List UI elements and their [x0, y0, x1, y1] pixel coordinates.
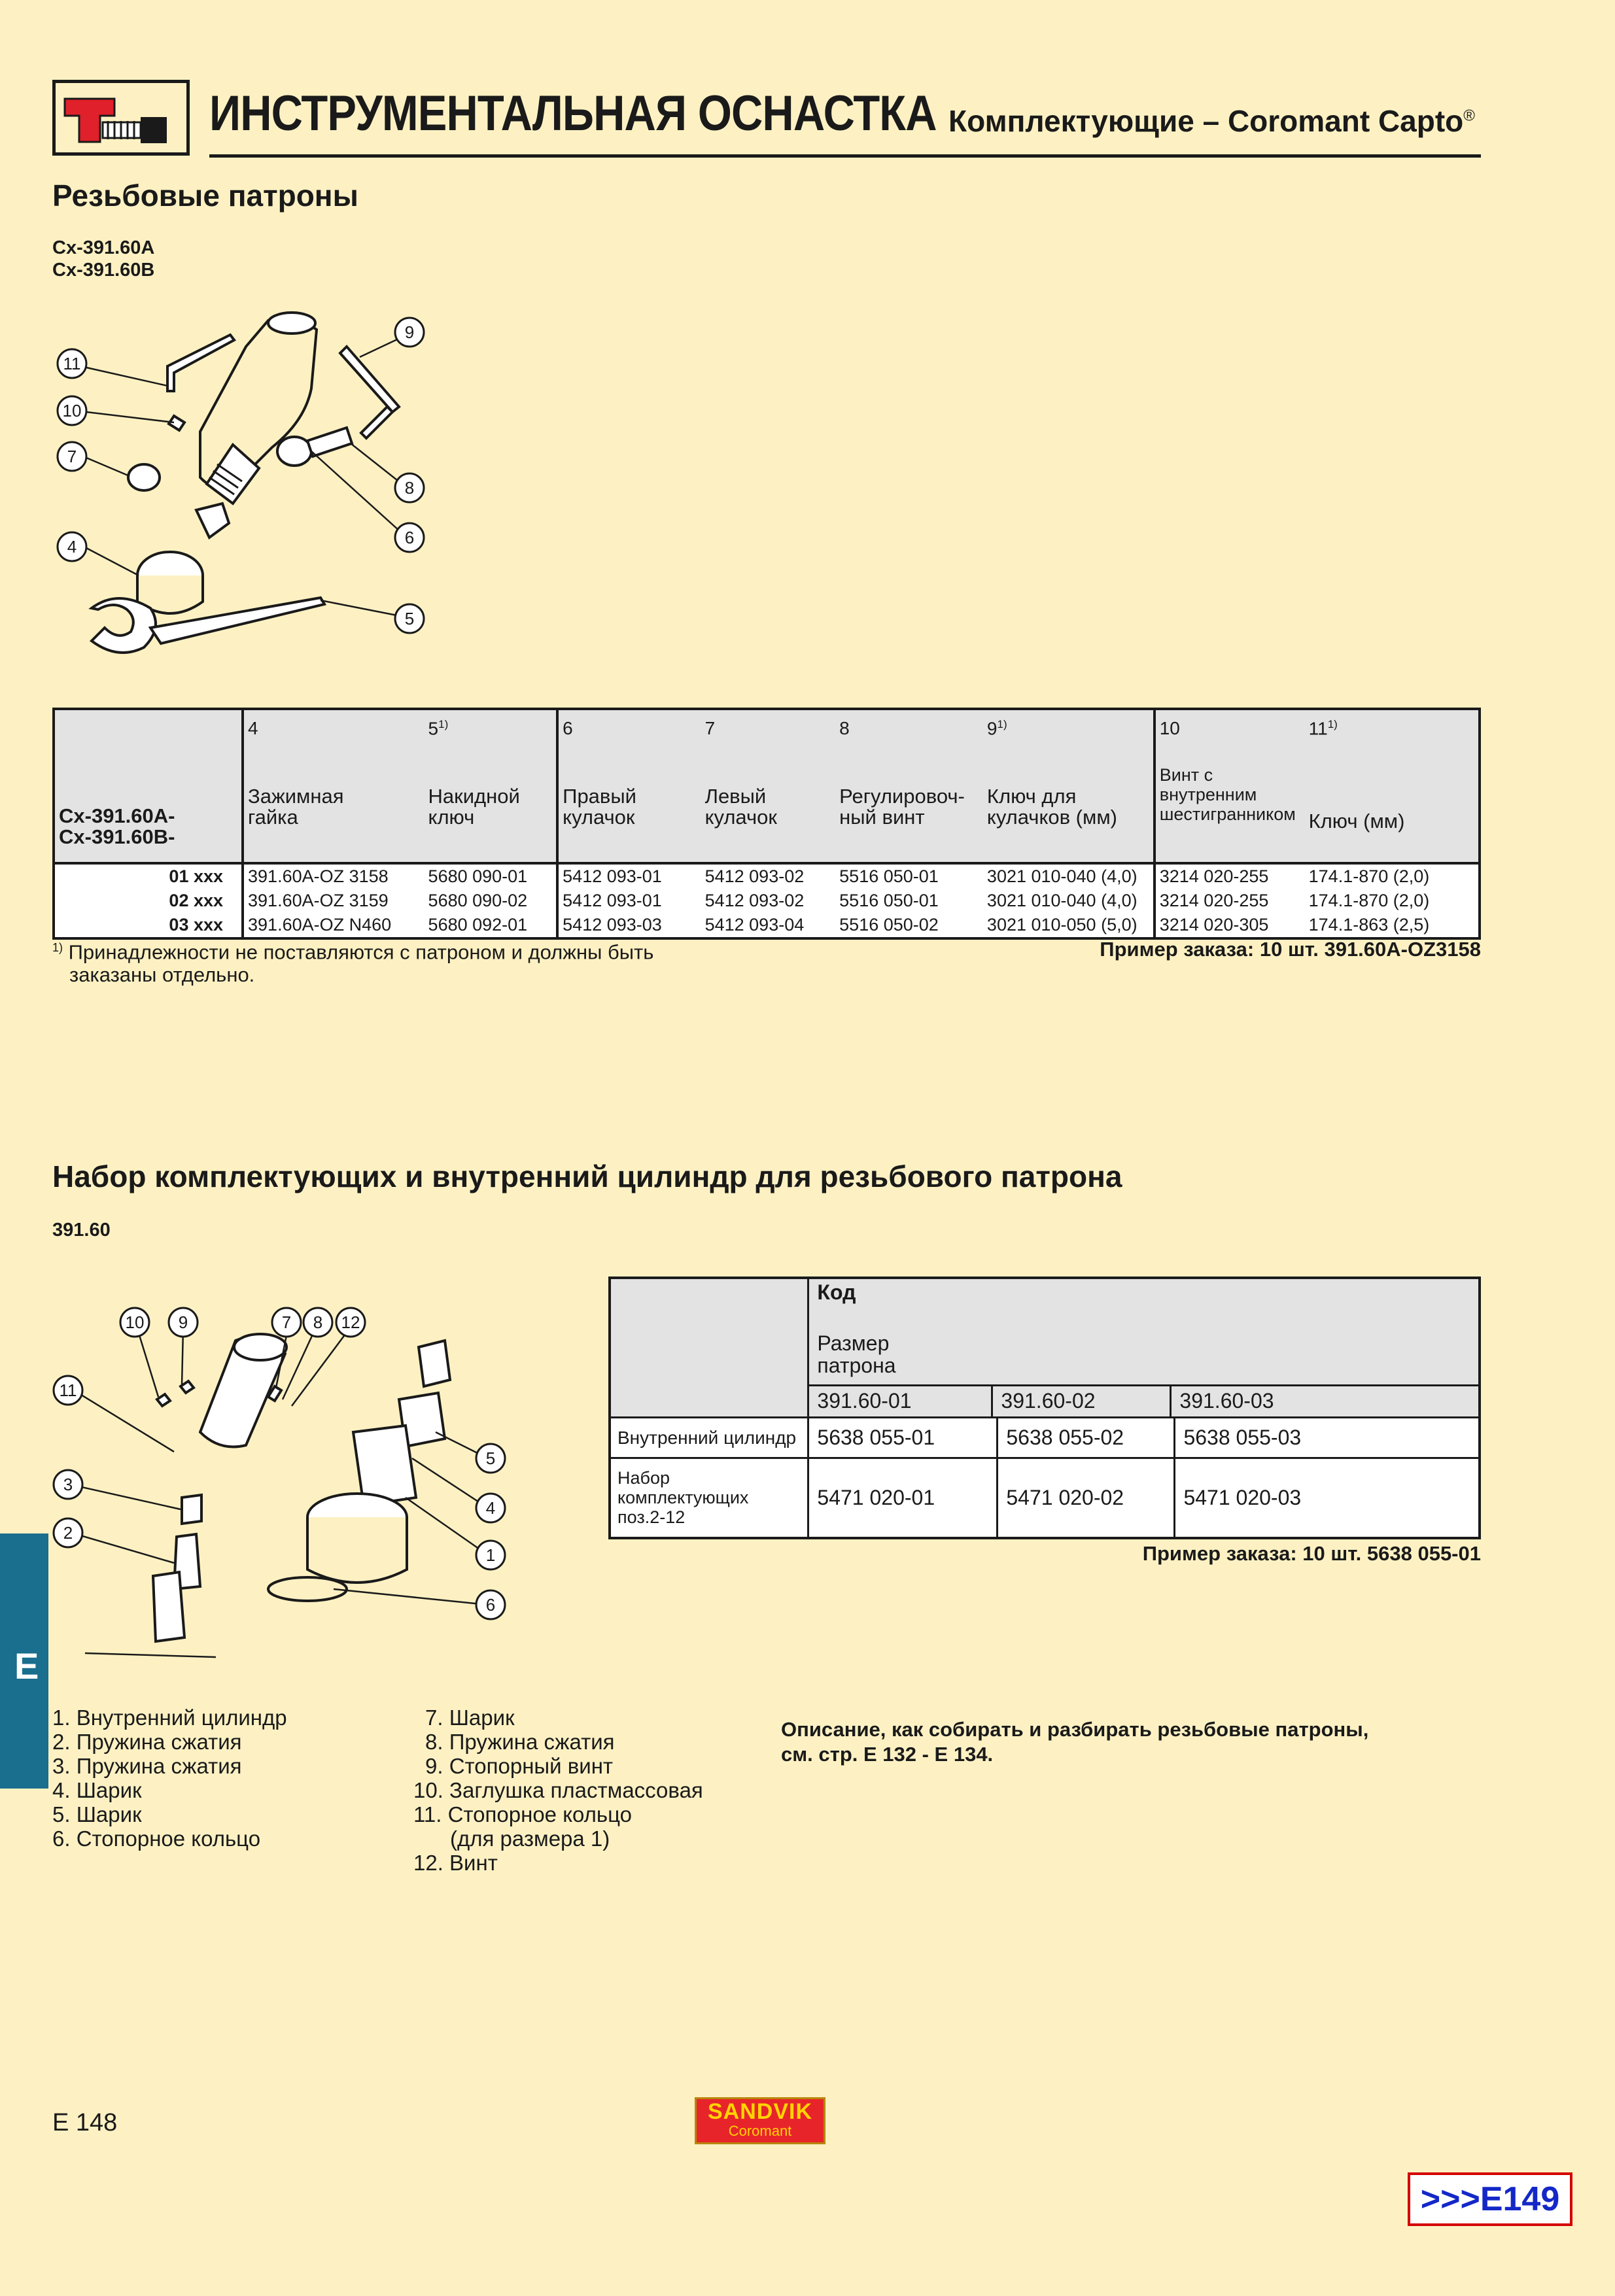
table-row: Внутренний цилиндр 5638 055-01 5638 055-02 5638 055-03 [610, 1418, 1480, 1458]
col-header-6: 6 Правый кулачок [557, 709, 701, 863]
row-header-b: Cx-391.60B- [59, 825, 175, 848]
callout-3: 3 [63, 1475, 73, 1494]
col-header-8: 8 Регулировоч- ный винт [835, 709, 983, 863]
callout-6: 6 [485, 1595, 496, 1615]
list-item: 11. Стопорное кольцо [413, 1802, 632, 1826]
kit-code-table [608, 1277, 1481, 1539]
assembly-description: Описание, как собирать и разбирать резьбовые патроны, см. стр. E 132 - E 134. [781, 1718, 1369, 1766]
footnote-line-2: заказаны отдельно. [69, 963, 255, 987]
header-rule [209, 154, 1481, 158]
page-subtitle [948, 103, 1475, 139]
tool-logo [52, 80, 190, 156]
footnote-mark: 1) [52, 941, 63, 954]
parts-list-left [52, 1705, 287, 1851]
list-item: 7. Шарик [425, 1705, 515, 1730]
callout-11: 11 [59, 1380, 77, 1400]
table-row: 02 xxx 391.60A-OZ 3159 5680 090-02 5412 093-01 5412 093-02 5516 050-01 3021 010-040 (4,0) 3214 020-255 174.1-870 (2,0) [54, 889, 1480, 913]
list-item: 6. Стопорное кольцо [52, 1826, 261, 1851]
callout-11: 11 [63, 354, 81, 373]
list-item: 10. Заглушка пластмассовая [413, 1778, 703, 1802]
chuck-parts-table [52, 708, 1481, 940]
table-header-row [610, 1278, 1480, 1418]
callout-8: 8 [404, 478, 415, 498]
parts-list-right [413, 1705, 703, 1875]
col-header-9: 9$^{1)}$ Ключ для кулачков (мм) [983, 709, 1155, 863]
callout-7: 7 [281, 1312, 292, 1332]
callout-9: 9 [178, 1312, 188, 1332]
row-header-cell [54, 709, 243, 863]
section-title-threading-chucks: Резьбовые патроны [52, 179, 358, 213]
list-item: 2. Пружина сжатия [52, 1730, 242, 1754]
footnote-line-1: Принадлежности не поставляются с патроном и должны быть [68, 940, 654, 964]
col-header-7: 7 Левый кулачок [701, 709, 836, 863]
callout-5: 5 [485, 1448, 496, 1468]
table-header-row [54, 709, 1480, 863]
col-header-5: 5$^{1)}$ Накидной ключ [425, 709, 558, 863]
callout-1: 1 [485, 1545, 496, 1565]
callout-9: 9 [404, 322, 415, 342]
order-example-1: Пример заказа: 10 шт. 391.60A-OZ3158 [1100, 938, 1481, 961]
row-header-a: Cx-391.60A- [59, 804, 175, 827]
list-item: 3. Пружина сжатия [52, 1754, 242, 1778]
section-title-parts-kit: Набор комплектующих и внутренний цилиндр для резьбового патрона [52, 1159, 1122, 1193]
header-code: Код [817, 1280, 856, 1304]
header-size: Размер патрона [817, 1331, 896, 1377]
list-item: 12. Винт [413, 1851, 498, 1875]
col-header-10: 10 Винт с внутренним шестигранником [1155, 709, 1305, 863]
registered-mark: ® [1463, 107, 1475, 125]
inner-cylinder-exploded-drawing [46, 1301, 530, 1668]
code-a: Cx-391.60A [52, 237, 155, 258]
list-item: 5. Шарик [52, 1802, 142, 1826]
brand-bottom: Coromant [728, 2123, 792, 2139]
callout-2: 2 [63, 1523, 73, 1543]
section-tab-e: E [0, 1534, 48, 1789]
code-b: Cx-391.60B [52, 260, 155, 281]
list-item: 8. Пружина сжатия [425, 1730, 615, 1754]
table-row: 01 xxx 391.60A-OZ 3158 5680 090-01 5412 093-01 5412 093-02 5516 050-01 3021 010-040 (4,0) 3214 020-255 174.1-870 (2,0) [54, 863, 1480, 889]
callout-8: 8 [313, 1312, 323, 1332]
page-title: ИНСТРУМЕНТАЛЬНАЯ ОСНАСТКА [209, 86, 937, 141]
chuck-exploded-drawing [46, 301, 451, 680]
col-header-11: 11$^{1)}$ Ключ (мм) [1305, 709, 1480, 863]
callout-10: 10 [62, 401, 82, 420]
next-page-link[interactable]: >>>E149 [1408, 2172, 1572, 2226]
callout-7: 7 [67, 447, 77, 466]
callout-4: 4 [485, 1498, 496, 1518]
callout-10: 10 [125, 1312, 145, 1332]
list-item: 1. Внутренний цилиндр [52, 1705, 287, 1730]
list-item: 9. Стопорный винт [425, 1754, 614, 1778]
list-item: 4. Шарик [52, 1778, 142, 1802]
callout-6: 6 [404, 528, 415, 547]
list-item: (для размера 1) [450, 1826, 610, 1851]
size-row: 391.60-01 391.60-02 391.60-03 [809, 1384, 1478, 1416]
callout-12: 12 [341, 1312, 360, 1332]
t-wrench-icon [56, 83, 186, 152]
product-codes [52, 237, 154, 281]
kit-code: 391.60 [52, 1220, 111, 1241]
table-row: 03 xxx 391.60A-OZ N460 5680 092-01 5412 093-03 5412 093-04 5516 050-02 3021 010-050 (5,0) 3214 020-305 174.1-863 (2,5) [54, 913, 1480, 938]
sandvik-logo [695, 2097, 825, 2144]
footnote [52, 936, 653, 986]
table-row: Набор комплектующих поз.2-12 5471 020-01 5471 020-02 5471 020-03 [610, 1458, 1480, 1538]
callout-5: 5 [404, 609, 415, 628]
brand-top: SANDVIK [707, 2099, 813, 2124]
col-header-4: 4 Зажимная гайка [243, 709, 425, 863]
subtitle-text: Комплектующие – Coromant Capto [948, 104, 1464, 138]
callout-4: 4 [67, 537, 77, 557]
order-example-2: Пример заказа: 10 шт. 5638 055-01 [1142, 1542, 1481, 1565]
page-number: E 148 [52, 2109, 118, 2136]
